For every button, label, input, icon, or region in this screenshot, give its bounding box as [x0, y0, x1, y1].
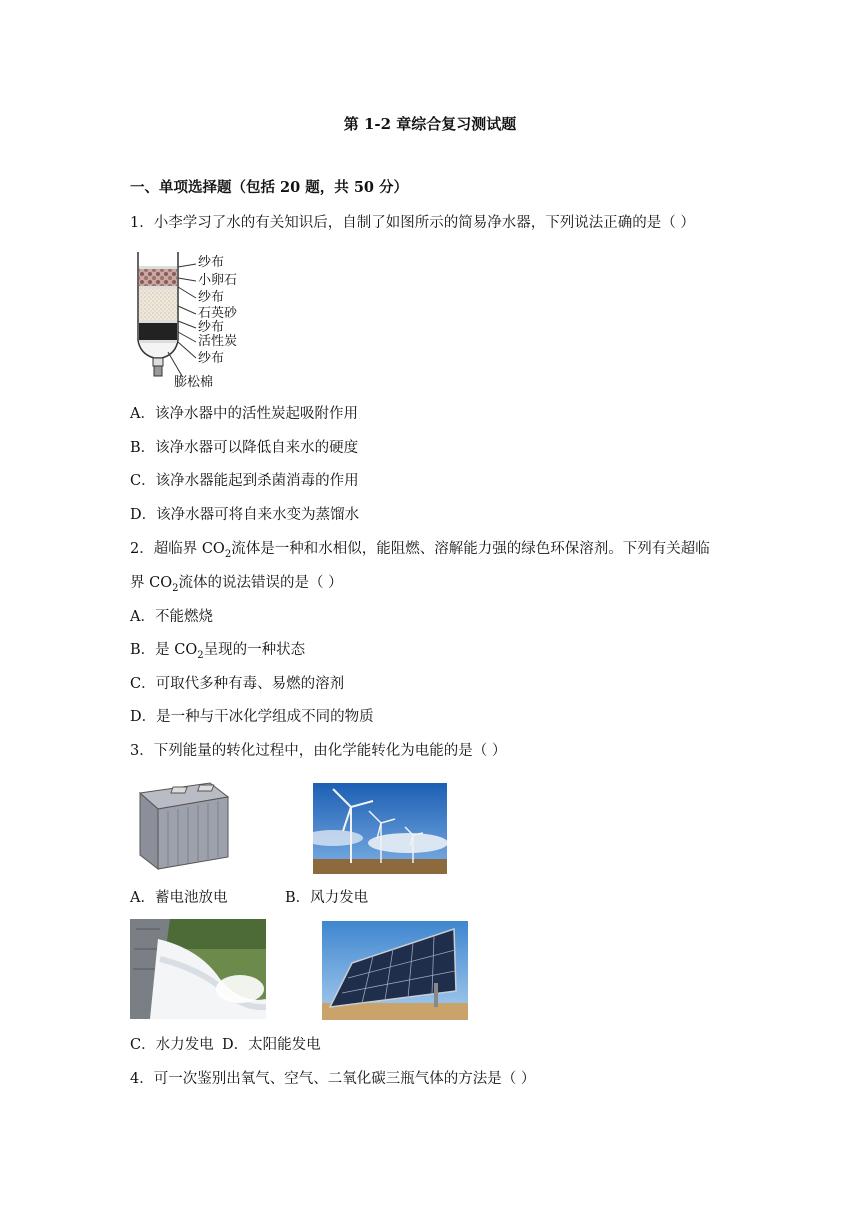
- q1-option-c: C．该净水器能起到杀菌消毒的作用: [130, 473, 359, 489]
- q2-option-a: A．不能燃烧: [130, 609, 213, 625]
- filter-label-cotton: 膨松棉: [174, 375, 214, 390]
- hydro-dam-image: [130, 919, 266, 1019]
- water-filter-diagram: [132, 248, 252, 394]
- page-title: 第 1-2 章综合复习测试题: [343, 115, 517, 133]
- wind-turbine-image: [313, 783, 447, 874]
- battery-image: [132, 779, 230, 871]
- filter-label-gauze-2: 纱布: [198, 290, 225, 305]
- question-2-stem-line-2: [130, 573, 343, 599]
- question-1-stem: 1．小李学习了水的有关知识后，自制了如图所示的简易净水器，下列说法正确的是（ ）: [130, 215, 695, 231]
- q1-option-d: D．该净水器可将自来水变为蒸馏水: [130, 507, 360, 523]
- q2-option-c: C．可取代多种有毒、易燃的溶剂: [130, 676, 345, 692]
- q2-stem-part: 界 CO: [130, 575, 173, 591]
- q2-option-b-subscript: 2: [197, 649, 204, 661]
- q2-stem-subscript: 2: [224, 548, 232, 560]
- filter-label-activated-carbon: 活性炭: [198, 334, 238, 349]
- question-3-stem: 3．下列能量的转化过程中，由化学能转化为电能的是（ ）: [130, 743, 507, 759]
- question-2-stem-line-1: [130, 539, 710, 565]
- q2-option-b-part: B．是 CO: [130, 642, 198, 658]
- section-heading: 一、单项选择题（包括 20 题，共 50 分）: [130, 179, 409, 196]
- q2-stem-subscript: 2: [172, 582, 179, 594]
- solar-panel-image: [322, 921, 468, 1020]
- q1-option-a: A．该净水器中的活性炭起吸附作用: [130, 406, 358, 422]
- q3-option-c: C．水力发电: [130, 1037, 214, 1053]
- q2-option-b-part: 呈现的一种状态: [203, 642, 306, 658]
- q2-stem-part: 流体的说法错误的是（ ）: [178, 575, 343, 591]
- q3-option-d: D．太阳能发电: [222, 1037, 321, 1053]
- filter-label-gauze-4: 纱布: [198, 351, 225, 366]
- question-4-stem: 4．可一次鉴别出氧气、空气、二氧化碳三瓶气体的方法是（ ）: [130, 1071, 536, 1087]
- q2-stem-part: 流体是一种和水相似，能阻燃、溶解能力强的绿色环保溶剂。下列有关超临: [231, 541, 710, 557]
- q2-option-b: [130, 640, 305, 666]
- q2-stem-part: 2．超临界 CO: [130, 541, 225, 557]
- q3-option-a: A．蓄电池放电: [130, 890, 228, 906]
- q3-option-b: B．风力发电: [285, 890, 369, 906]
- q2-option-d: D．是一种与干冰化学组成不同的物质: [130, 709, 374, 725]
- filter-label-gauze-1: 纱布: [198, 255, 225, 270]
- filter-label-gauze-3: 纱布: [198, 320, 225, 335]
- filter-label-quartz-sand: 石英砂: [198, 306, 238, 321]
- q1-option-b: B．该净水器可以降低自来水的硬度: [130, 440, 359, 456]
- filter-label-pebbles: 小卵石: [198, 273, 238, 288]
- water-filter-figure: [132, 248, 252, 394]
